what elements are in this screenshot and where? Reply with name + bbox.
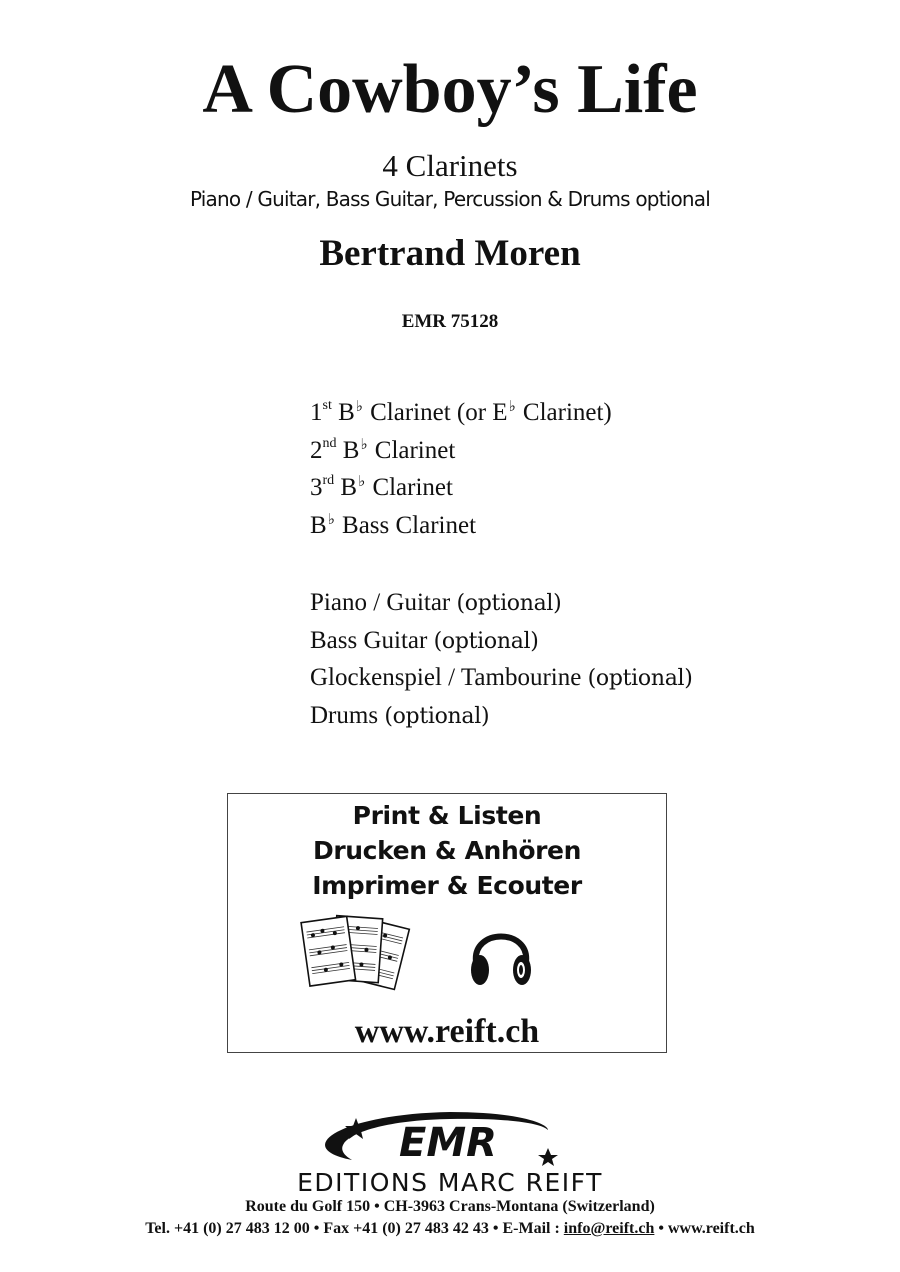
- instrument-clarinet-1: 1st B♭ Clarinet (or E♭ Clarinet): [310, 398, 612, 426]
- promo-line-fr: Imprimer & Ecouter: [312, 871, 582, 900]
- emr-logo: [300, 1108, 600, 1170]
- instrument-clarinet-2: 2nd B♭ Clarinet: [310, 435, 456, 464]
- logo-text: EMR: [399, 1120, 497, 1166]
- instrument-glockenspiel-tambourine: Glockenspiel / Tambourine (optional): [310, 664, 693, 691]
- instrument-list: [310, 394, 830, 734]
- instrument-bass-guitar: Bass Guitar (optional): [310, 626, 539, 654]
- instrumentation-note: Piano / Guitar, Bass Guitar, Percussion & Drums optional: [189, 187, 711, 211]
- instrument-clarinet-3: 3rd B♭ Clarinet: [310, 473, 453, 501]
- composer-name: Bertrand Moren: [319, 233, 581, 274]
- instrument-drums: Drums (optional): [310, 701, 490, 729]
- instrument-piano-guitar: Piano / Guitar (optional): [310, 589, 562, 616]
- print-listen-box: [227, 793, 667, 1053]
- promo-website[interactable]: www.reift.ch: [354, 1013, 540, 1050]
- sheet-music-icon: [300, 911, 412, 997]
- publisher-address: Route du Golf 150 • CH-3963 Crans-Montana (Switzerland): [245, 1198, 655, 1215]
- flat-symbol: ♭: [358, 474, 366, 490]
- flat-symbol: ♭: [355, 399, 363, 415]
- flat-symbol: ♭: [508, 399, 516, 415]
- flat-symbol: ♭: [327, 511, 335, 528]
- headphones-icon: [466, 914, 536, 994]
- publisher-name: EDITIONS MARC REIFT: [297, 1168, 603, 1197]
- promo-line-de: Drucken & Anhören: [312, 836, 582, 865]
- promo-line-en: Print & Listen: [352, 801, 542, 830]
- flat-symbol: ♭: [360, 436, 368, 453]
- score-subtitle: 4 Clarinets: [382, 148, 518, 183]
- publisher-contact: Tel. +41 (0) 27 483 12 00 • Fax +41 (0) 27 483 42 43 • E-Mail : info@reift.ch • www.reift.ch: [145, 1220, 755, 1237]
- score-title: A Cowboy’s Life: [202, 51, 698, 128]
- catalog-number: EMR 75128: [401, 311, 499, 332]
- instrument-bass-clarinet: B♭ Bass Clarinet: [310, 511, 477, 539]
- email-link[interactable]: info@reift.ch: [563, 1220, 655, 1237]
